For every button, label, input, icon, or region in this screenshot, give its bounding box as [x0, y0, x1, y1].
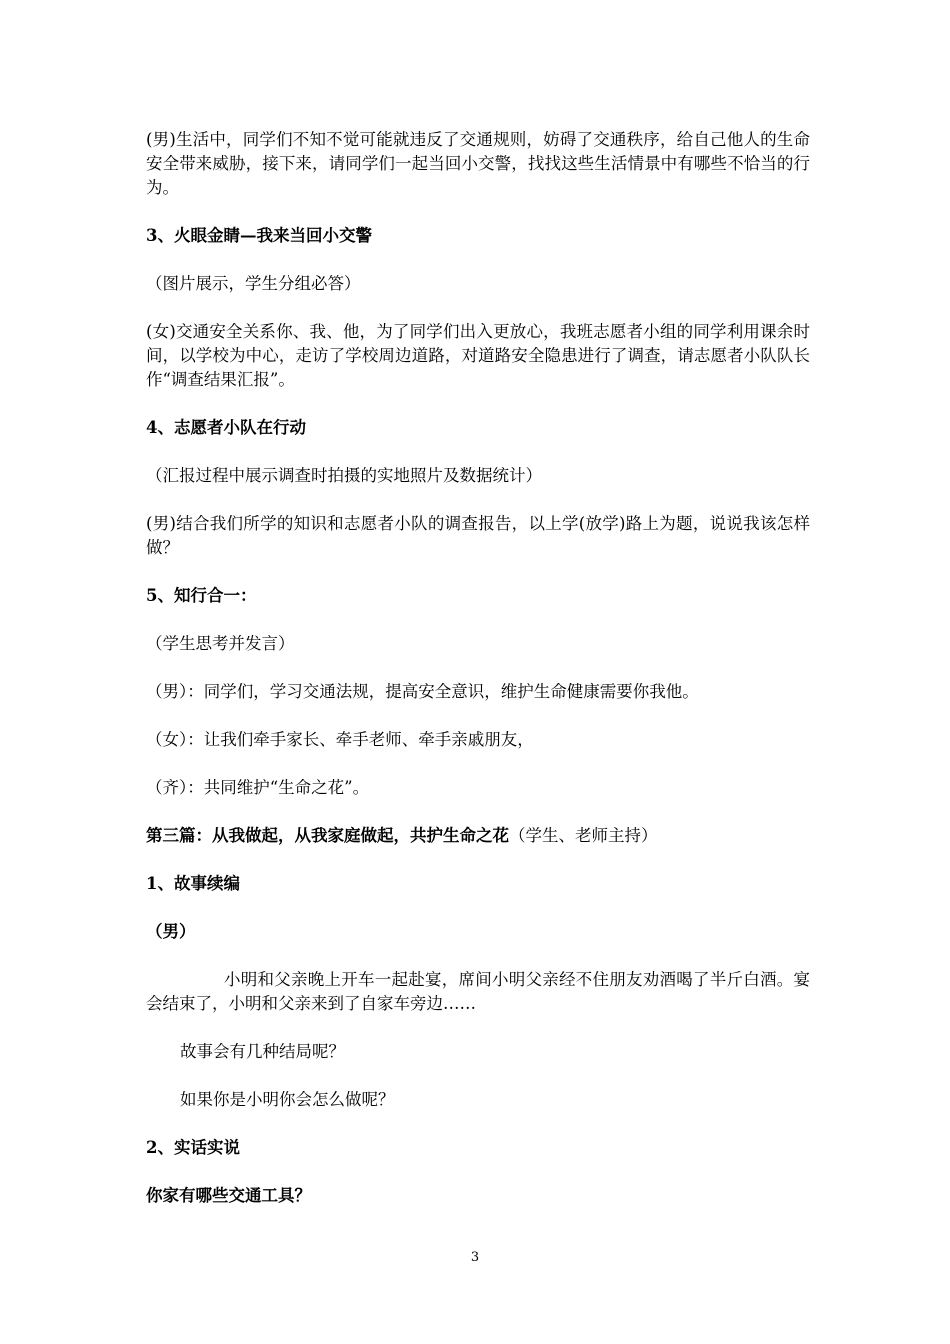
paragraph-question-xiaoming: 如果你是小明你会怎么做呢？: [180, 1090, 395, 1109]
paragraph-story: 小明和父亲晚上开车一起赴宴，席间小明父亲经不住朋友劝酒喝了半斤白酒。宴会结束了，小明和父亲来到了自家车旁边……: [146, 970, 810, 1013]
paragraph-female-line: （女）：让我们牵手家长、牵手老师、牵手亲戚朋友，: [146, 730, 534, 749]
heading-truth-talk: 2、实话实说: [146, 1138, 240, 1157]
paragraph-male-label: （男）: [146, 922, 196, 941]
paragraph-together-line: （齐）：共同维护“生命之花”。: [146, 778, 370, 797]
paragraph-think-note: （学生思考并发言）: [146, 634, 295, 653]
heading-part-3: [146, 824, 810, 848]
paragraph-picture-note: （图片展示，学生分组必答）: [146, 274, 361, 293]
heading-transport-tools: 你家有哪些交通工具？: [146, 1186, 311, 1205]
heading-section-5: 5、知行合一：: [146, 586, 257, 605]
heading-story-continuation: 1、故事续编: [146, 874, 240, 893]
heading-part-3-hosts: （学生、老师主持）: [509, 826, 658, 845]
paragraph-male-question: (男)结合我们所学的知识和志愿者小队的调查报告，以上学(放学)路上为题，说说我该怎样做？: [146, 514, 810, 557]
heading-section-4: 4、志愿者小队在行动: [146, 418, 306, 437]
paragraph-male-intro: (男)生活中，同学们不知不觉可能就违反了交通规则，妨碍了交通秩序，给自己他人的生命安全带来威胁，接下来，请同学们一起当回小交警，找找这些生活情景中有哪些不恰当的行为。: [146, 130, 810, 197]
heading-part-3-title: 第三篇：从我做起，从我家庭做起，共护生命之花: [146, 826, 509, 845]
page-number: 3: [470, 1250, 480, 1265]
paragraph-female-survey: (女)交通安全关系你、我、他，为了同学们出入更放心，我班志愿者小组的同学利用课余时间，以学校为中心，走访了学校周边道路，对道路安全隐患进行了调查，请志愿者小队队长作“调查结果汇报”。: [146, 322, 810, 389]
paragraph-question-endings: 故事会有几种结局呢？: [180, 1042, 345, 1061]
heading-section-3: 3、火眼金睛—我来当回小交警: [146, 226, 372, 245]
paragraph-male-line: （男）：同学们，学习交通法规，提高安全意识，维护生命健康需要你我他。: [146, 682, 699, 701]
paragraph-report-note: （汇报过程中展示调查时拍摄的实地照片及数据统计）: [146, 466, 542, 485]
